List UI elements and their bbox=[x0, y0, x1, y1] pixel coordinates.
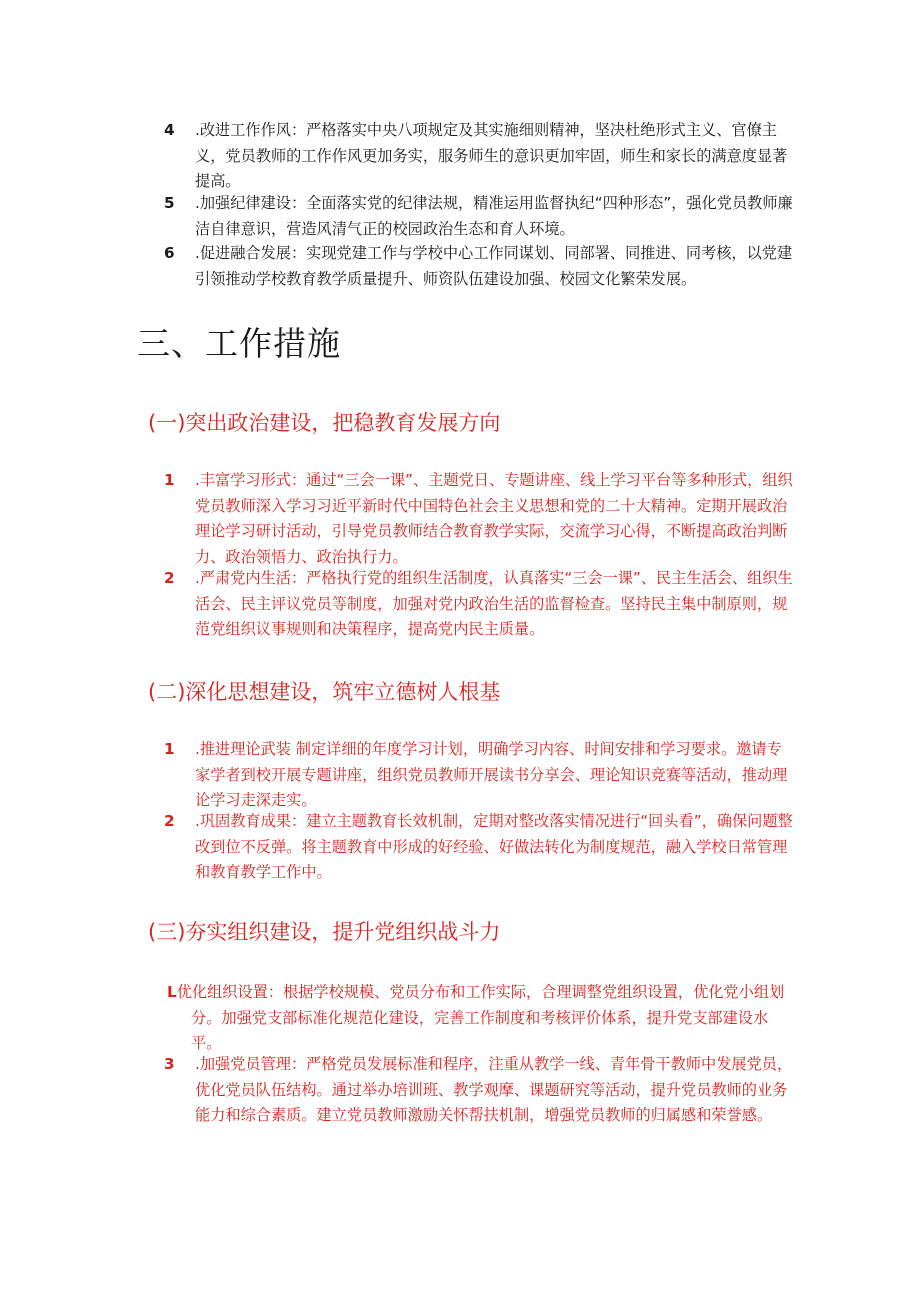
measure-item-2-2 bbox=[164, 809, 794, 886]
item-text: .严肃党内生活：严格执行党的组织生活制度，认真落实“三会一课”、民主生活会、组织生活会、民主评议党员等制度，加强对党内政治生活的监督检查。坚持民主集中制原则，规范党组织议事规则和决策程序，提高党内民主质量。 bbox=[195, 569, 793, 638]
item-text: .促进融合发展：实现党建工作与学校中心工作同谋划、同部署、同推进、同考核，以党建引领推动学校教育教学质量提升、师资队伍建设加强、校园文化繁荣发展。 bbox=[195, 244, 793, 288]
measure-item-3-1 bbox=[167, 980, 794, 1057]
measure-item-2-1 bbox=[164, 737, 794, 814]
goal-item-4 bbox=[164, 118, 794, 195]
item-text: 优化组织设置：根据学校规模、党员分布和工作实际，合理调整党组织设置，优化党小组划分。加强党支部标准化规范化建设，完善工作制度和考核评价体系，提升党支部建设水平。 bbox=[176, 983, 785, 1052]
item-number: 2 bbox=[164, 812, 175, 830]
goal-item-6 bbox=[164, 241, 794, 292]
goal-item-5 bbox=[164, 191, 794, 242]
item-number: 4 bbox=[164, 121, 175, 139]
subsection-heading-2: (二)深化思想建设，筑牢立德树人根基 bbox=[148, 680, 501, 704]
item-lead: L bbox=[167, 983, 177, 1001]
item-text: .巩固教育成果：建立主题教育长效机制，定期对整改落实情况进行“回头看”，确保问题整改到位不反弹。将主题教育中形成的好经验、好做法转化为制度规范，融入学校日常管理和教育教学工作中。 bbox=[195, 812, 793, 881]
item-text: .加强纪律建设：全面落实党的纪律法规，精准运用监督执纪“四种形态”，强化党员教师廉洁自律意识，营造风清气正的校园政治生态和育人环境。 bbox=[195, 194, 793, 238]
section-title: 三、工作措施 bbox=[137, 324, 341, 363]
measure-item-1-1 bbox=[164, 468, 794, 570]
item-number: 2 bbox=[164, 569, 175, 587]
item-number: 3 bbox=[164, 1055, 175, 1073]
item-text: .丰富学习形式：通过“三会一课”、主题党日、专题讲座、线上学习平台等多种形式，组织党员教师深入学习习近平新时代中国特色社会主义思想和党的二十大精神。定期开展政治理论学习研讨活动，引导党员教师结合教育教学实际，交流学习心得，不断提高政治判断力、政治领悟力、政治执行力。 bbox=[195, 471, 793, 566]
item-text: .改进工作作风：严格落实中央八项规定及其实施细则精神，坚决杜绝形式主义、官僚主义，党员教师的工作作风更加务实，服务师生的意识更加牢固，师生和家长的满意度显著提高。 bbox=[195, 121, 788, 190]
measure-item-1-2 bbox=[164, 566, 794, 643]
item-number: 1 bbox=[164, 471, 175, 489]
item-number: 5 bbox=[164, 194, 175, 212]
item-text: .推进理论武装 制定详细的年度学习计划，明确学习内容、时间安排和学习要求。邀请专家学者到校开展专题讲座，组织党员教师开展读书分享会、理论知识竞赛等活动，推动理论学习走深走实。 bbox=[195, 740, 788, 809]
item-number: 6 bbox=[164, 244, 175, 262]
subsection-heading-1: (一)突出政治建设，把稳教育发展方向 bbox=[148, 411, 501, 435]
measure-item-3-3 bbox=[164, 1052, 794, 1129]
item-number: 1 bbox=[164, 740, 175, 758]
item-text: .加强党员管理：严格党员发展标准和程序，注重从教学一线、青年骨干教师中发展党员，优化党员队伍结构。通过举办培训班、教学观摩、课题研究等活动，提升党员教师的业务能力和综合素质。建立党员教师激励关怀帮扶机制，增强党员教师的归属感和荣誉感。 bbox=[195, 1055, 793, 1124]
subsection-heading-3: (三)夯实组织建设，提升党组织战斗力 bbox=[148, 920, 501, 944]
